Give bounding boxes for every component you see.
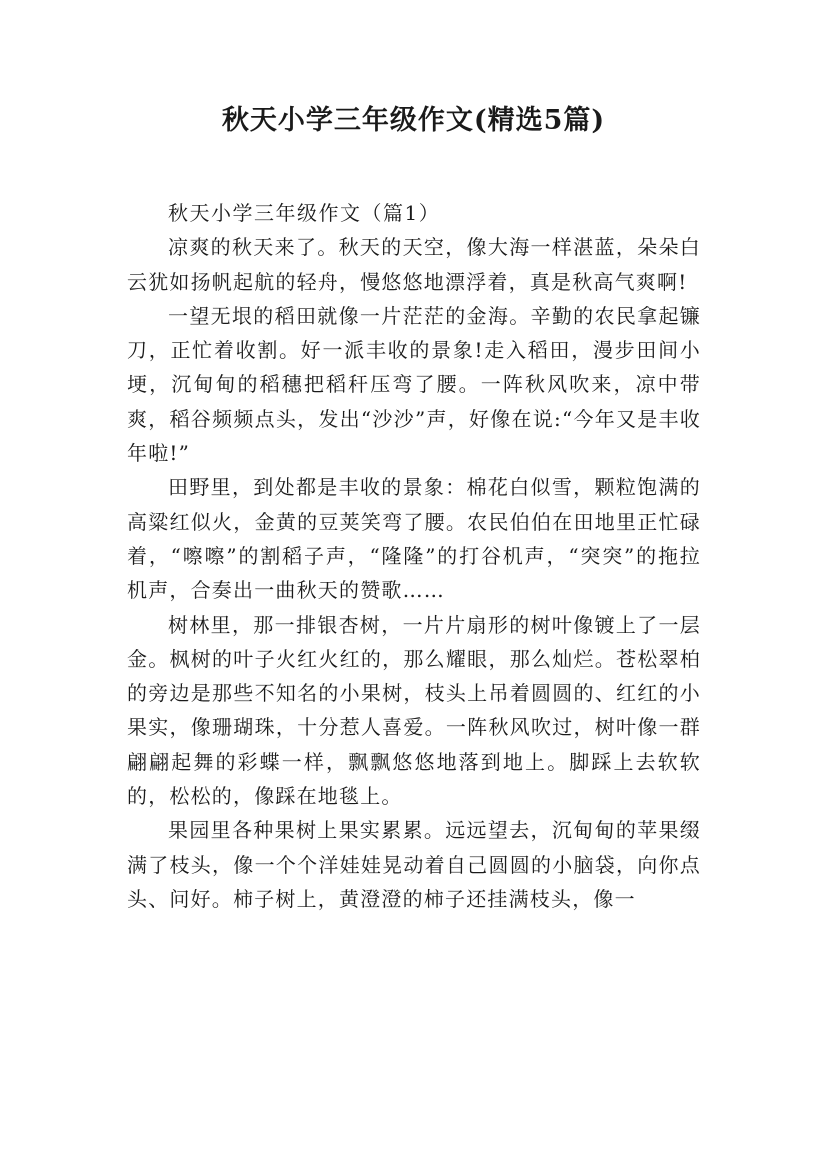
document-body bbox=[127, 196, 701, 916]
section-heading: 秋天小学三年级作文（篇1） bbox=[168, 201, 441, 225]
paragraph-1: 凉爽的秋天来了。秋天的天空，像大海一样湛蓝，朵朵白云犹如扬帆起航的轻舟，慢悠悠地漂浮着，真是秋高气爽啊! bbox=[127, 235, 701, 294]
paragraph-3: 田野里，到处都是丰收的景象：棉花白似雪，颗粒饱满的高粱红似火，金黄的豆荚笑弯了腰。农民伯伯在田地里正忙碌着，“嚓嚓”的割稻子声，“隆隆”的打谷机声，“突突”的拖拉机声，合奏出一曲秋天的赞歌…… bbox=[127, 475, 701, 603]
document-title: 秋天小学三年级作文(精选5篇) bbox=[221, 105, 606, 136]
paragraph-5: 果园里各种果树上果实累累。远远望去，沉甸甸的苹果缀满了枝头，像一个个洋娃娃晃动着自己圆圆的小脑袋，向你点头、问好。柿子树上，黄澄澄的柿子还挂满枝头，像一 bbox=[127, 818, 701, 911]
paragraph-4: 树林里，那一排银杏树，一片片扇形的树叶像镀上了一层金。枫树的叶子火红火红的，那么耀眼，那么灿烂。苍松翠柏的旁边是那些不知名的小果树，枝头上吊着圆圆的、红红的小果实，像珊瑚珠，十分惹人喜爱。一阵秋风吹过，树叶像一群翩翩起舞的彩蝶一样，飘飘悠悠地落到地上。脚踩上去软软的，松松的，像踩在地毯上。 bbox=[127, 612, 701, 809]
paragraph-2: 一望无垠的稻田就像一片茫茫的金海。辛勤的农民拿起镰刀，正忙着收割。好一派丰收的景象!走入稻田，漫步田间小埂，沉甸甸的稻穗把稻秆压弯了腰。一阵秋风吹来，凉中带爽，稻谷频频点头，发出“沙沙”声，好像在说:“今年又是丰收年啦!” bbox=[127, 303, 701, 466]
